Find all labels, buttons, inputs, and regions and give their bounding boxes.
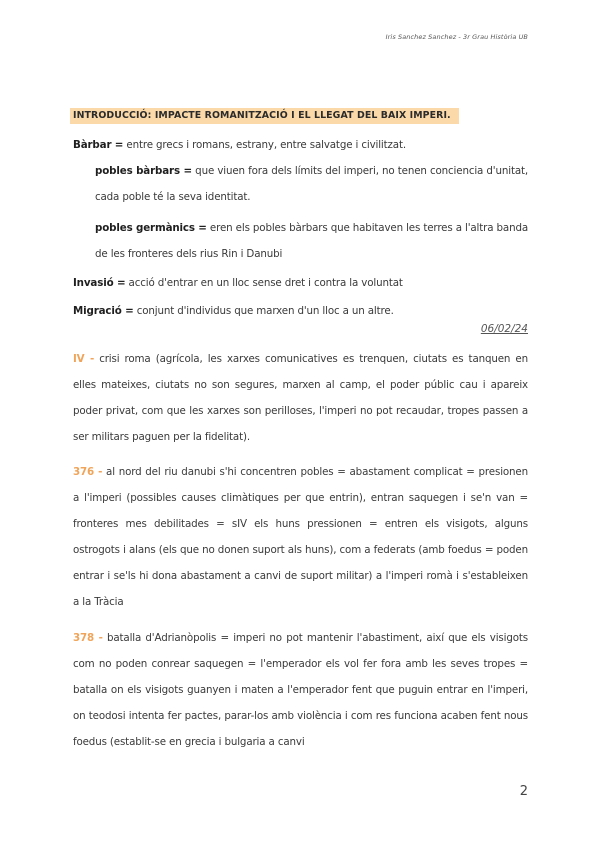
entry-text: crisi roma (agrícola, les xarxes comunicatives es trenquen, ciutats es tanquen en elles mateixes, ciutats no son segures, marxen al camp, el poder públic cau i apareix poder privat, com que les xarxes son perilloses, l'imperi no pot recaudar, tropes passen a ser militars paguen per la fidelitat).: [73, 353, 528, 443]
definition-text: que viuen fora dels límits del imperi, no tenen conciencia d'unitat, cada poble té la seva identitat.: [95, 165, 529, 203]
entry-marker: 378 -: [73, 632, 103, 644]
definition-term: pobles germànics =: [95, 222, 207, 234]
page-number: 2: [519, 784, 528, 799]
definition-text: eren els pobles bàrbars que habitaven les terres a l'altra banda de les fronteres dels rius Rin i Danubi: [95, 222, 528, 260]
entry-378: [73, 625, 528, 755]
definition-term: Migració =: [73, 305, 134, 317]
entry-marker: 376 -: [73, 466, 103, 478]
definition-invasio: [73, 270, 528, 296]
entry-date: 06/02/24: [480, 323, 528, 335]
entry-iv: [73, 346, 528, 450]
page-header-author: Iris Sanchez Sanchez - 3r Grau Història UB: [385, 33, 528, 41]
definition-migracio: [73, 298, 528, 324]
definition-barbar: [73, 132, 528, 158]
definition-pobles-barbars: [73, 158, 528, 210]
definition-term: Invasió =: [73, 277, 126, 289]
entry-text: batalla d'Adrianòpolis = imperi no pot mantenir l'abastiment, així que els visigots com no poden conrear saquegen = l'emperador els vol fer fora amb les seves tropes = batalla on els visigots guanyen i maten a l'emperador fent que puguin entrar en l'imperi, on teodosi intenta fer pactes, parar-los amb violència i com res funciona acaben fent nous foedus (establit-se en grecia i bulgaria a canvi: [73, 632, 528, 748]
entry-text: al nord del riu danubi s'hi concentren pobles = abastament complicat = presionen a l'imperi (possibles causes climàtiques per que entrin), entran saquegen i se'n van = fronteres mes debilitades = sIV els huns pressionen = entren els visigots, alguns ostrogots i alans (els que no donen suport als huns), com a federats (amb foedus = poden entrar i se'ls hi dona abastament a canvi de suport militar) a l'imperi romà i s'estableixen a la Tràcia: [73, 466, 528, 608]
entry-376: [73, 459, 528, 615]
definition-text: conjunt d'individus que marxen d'un lloc a un altre.: [133, 305, 394, 317]
definition-text: entre grecs i romans, estrany, entre salvatge i civilitzat.: [123, 139, 406, 151]
entry-marker: IV -: [73, 353, 95, 365]
section-heading: INTRODUCCIÓ: IMPACTE ROMANITZACIÓ I EL LLEGAT DEL BAIX IMPERI.: [70, 108, 459, 124]
definition-pobles-germanics: [73, 215, 528, 267]
definition-text: acció d'entrar en un lloc sense dret i contra la voluntat: [125, 277, 403, 289]
definition-term: Bàrbar =: [73, 139, 124, 151]
definition-term: pobles bàrbars =: [95, 165, 192, 177]
